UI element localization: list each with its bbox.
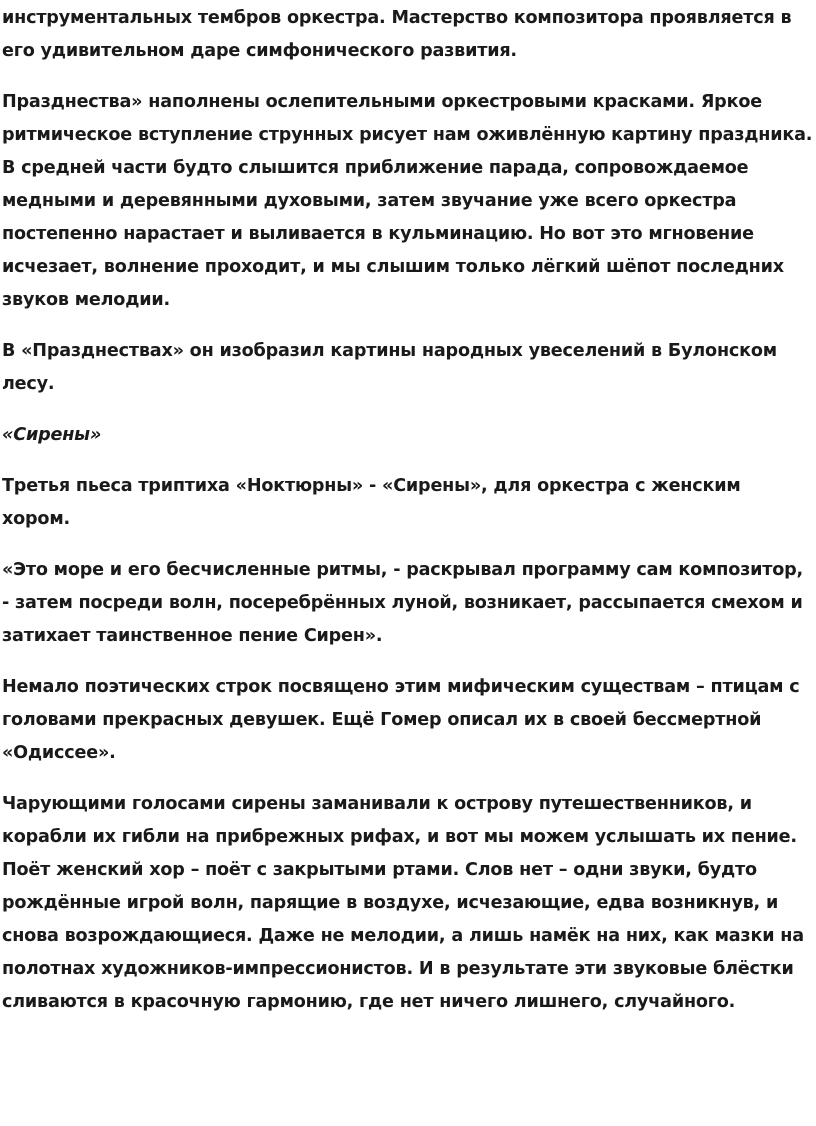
paragraph-festivals-description: Празднества» наполнены ослепительными оркестровыми красками. Яркое ритмическое вступление струнных рисует нам оживлённую картину праздника. В средней части будто слышится приближение парада, сопровождаемое медными и деревянными духовыми, затем звучание уже всего оркестра постепенно нарастает и выливается в кульминацию. Но вот это мгновение исчезает, волнение проходит, и мы слышим только лёгкий шёпот последних звуков мелодии.: [2, 92, 813, 310]
section-heading-sirens: «Сирены»: [2, 425, 102, 445]
paragraph-mythical-creatures: Немало поэтических строк посвящено этим мифическим существам – птицам с головами прекрасных девушек. Ещё Гомер описал их в своей бессмертной «Одиссее».: [2, 677, 800, 763]
paragraph-orchestra-timbres: инструментальных тембров оркестра. Мастерство композитора проявляется в его удивительном даре симфонического развития.: [2, 8, 792, 61]
paragraph-sirens-singing: Чарующими голосами сирены заманивали к острову путешественников, и корабли их гибли на прибрежных рифах, и вот мы можем услышать их пение. Поёт женский хор – поёт с закрытыми ртами. Слов нет – одни звуки, будто рождённые игрой волн, парящие в воздухе, исчезающие, едва возникнув, и снова возрождающиеся. Даже не мелодии, а лишь намёк на них, как мазки на полотнах художников-импрессионистов. И в результате эти звуковые блёстки сливаются в красочную гармонию, где нет ничего лишнего, случайного.: [2, 794, 804, 1012]
paragraph-sirens-intro: Третья пьеса триптиха «Ноктюрны» - «Сирены», для оркестра с женским хором.: [2, 476, 741, 529]
paragraph-composer-quote: «Это море и его бесчисленные ритмы, - раскрывал программу сам композитор, - затем посреди волн, посеребрённых луной, возникает, рассыпается смехом и затихает таинственное пение Сирен».: [2, 560, 804, 646]
paragraph-festivals-bois-de-boulogne: В «Празднествах» он изобразил картины народных увеселений в Булонском лесу.: [2, 341, 777, 394]
